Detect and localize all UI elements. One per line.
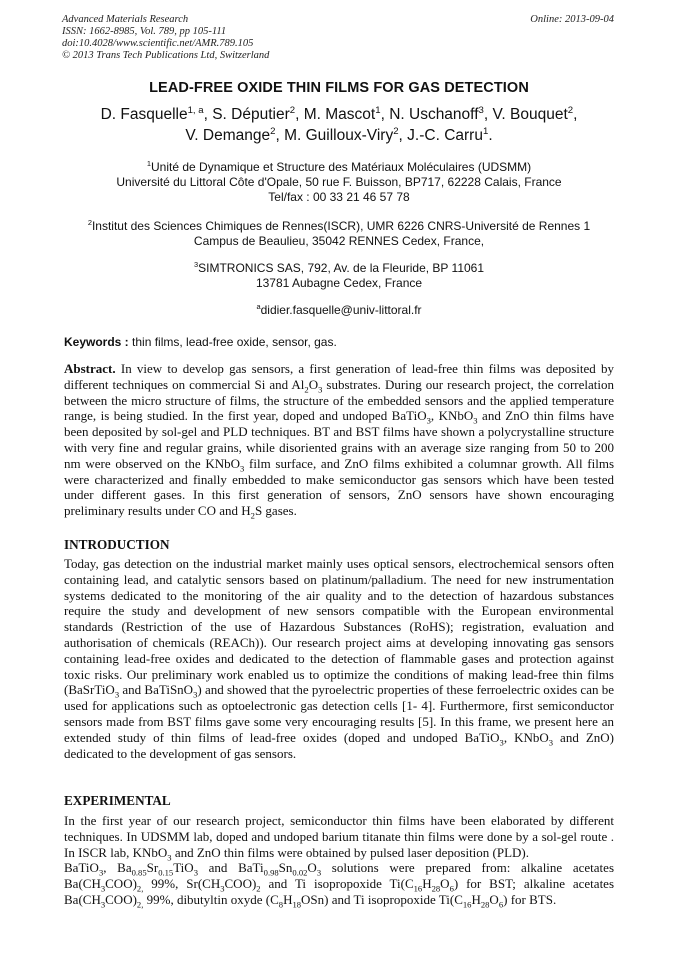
abstract: Abstract. In view to develop gas sensors, a first generation of lead-free thin films was deposited by different techniques on commercial Si and $Al_2O_3$ substrates. During our research project, the correlation between the micro structure of films, the structure of the embedded sensors and the applied temperature range, is being studied. In the first year, doped and undoped BaTiO$_3$, KNbO$_3$ and ZnO thin films have been deposited by sol-gel and PLD techniques. BT and BST films have shown a polycrystalline structure with very fine and regular grains, while disoriented grains with an average size ranging from 50 to 200 nm were observed on the KNbO$_3$ film surface, and ZnO films exhibited a columnar growth. All films were characterized and finally embedded to make semiconductor gas sensors which have been tested under different gases. In this first generation of sensors, ZnO sensors have shown encouraging preliminary results under CO and $H_2S$ gases.: [64, 361, 615, 521]
section-heading-experimental: EXPERIMENTAL: [64, 793, 171, 808]
author: V. Demange: [185, 127, 271, 144]
affiliation-3: $^3$SIMTRONICS SAS, 792, Av. de la Fleuride, BP 11061 13781 Aubagne Cedex, France: [193, 260, 485, 290]
corresponding-email: $^a$didier.fasquelle@univ-littoral.fr: [256, 302, 422, 317]
author: V. Bouquet: [492, 106, 568, 123]
author-affil-mark: 3: [478, 104, 484, 116]
keywords: [64, 335, 337, 349]
author: N. Uschanoff: [389, 106, 479, 123]
abstract-label: Abstract.: [64, 361, 116, 376]
introduction-text: Today, gas detection on the industrial market mainly uses optical sensors, electrochemical sensors often containing lead, and catalytic sensors based on platinum/palladium. The need for new instrumentation systems dedicated to the monitoring of the air quality and to the detection of hazardous substances require the study and development of new sensors compatible with the European environmental standards (Restriction of the use of Hazardous Substances (RoHS); registration, evaluation and authorisation of chemicals (REACh)). Our research project aims at developing innovating gas sensors containing lead-free oxides and dedicated to the detection of flammable gases and protection against toxic risks. Our preliminary work enabled us to optimize the conditions of making lead-free thin films (BaSrTiO$_3$ and BaTiSnO$_3$) and showed that the pyroelectric properties of these ferroelectric oxides can be used for applications such as optoelectronic gas detection cells [1- 4]. Furthermore, first semiconductor sensors made from BST films gave some very encouraging results [5]. In this frame, we present here an extended study of thin films of lead-free oxides (doped and undoped BaTiO$_3$, KNbO$_3$ and ZnO) dedicated to the development of gas sensors.: [64, 556, 614, 761]
journal-name: Advanced Materials Research: [62, 14, 189, 25]
author: M. Mascot: [303, 106, 376, 123]
author: D. Fasquelle: [100, 106, 188, 123]
author-affil-mark: 2: [270, 125, 276, 137]
keywords-text: thin films, lead-free oxide, sensor, gas.: [132, 335, 337, 349]
author: J.-C. Carru: [407, 127, 483, 144]
journal-issn: ISSN: 1662-8985, Vol. 789, pp 105-111: [62, 26, 227, 37]
paper-title: LEAD-FREE OXIDE THIN FILMS FOR GAS DETECTION: [149, 80, 529, 96]
journal-copyright: © 2013 Trans Tech Publications Ltd, Switzerland: [62, 50, 270, 61]
author-affil-mark: 2: [567, 104, 574, 116]
keywords-label: Keywords :: [64, 335, 129, 349]
author: S. Députier: [212, 106, 290, 123]
author-list: D. Fasquelle$^{1, a}$, S. Députier$^2$, M. Mascot$^1$, N. Uschanoff$^3$, V. Bouquet$^2$, V. Demange$^2$, M. Guilloux-Viry$^2$, J.-C. Carru$^1$.: [100, 104, 578, 144]
author-affil-mark: 1: [375, 104, 381, 116]
section-heading-introduction: INTRODUCTION: [64, 537, 170, 552]
affiliation-1: $^1$Unité de Dynamique et Structure des Matériaux Moléculaires (UDSMM) Université du Littoral Côte d'Opale, 50 rue F. Buisson, BP717, 62228 Calais, France Tel/fax : 00 33 21 46 57 78: [116, 159, 562, 204]
experimental-text: In the first year of our research project, semiconductor thin films have been elaborated by different techniques. In UDSMM lab, doped and undoped barium titanate thin films were done by a sol-gel route . In ISCR lab, KNbO$_3$ and ZnO thin films were obtained by pulsed laser deposition (PLD). BaTiO$_3$, $Ba_{0.85}Sr_{0.15}TiO_3$ and $BaTi_{0.98}Sn_{0.02}O_3$ solutions were prepared from: alkaline acetates $Ba(CH_3COO)_{2,}$ 99%, $Sr(CH_3COO)_2$ and Ti isopropoxide $Ti(C_{16}H_{28}O_6)$ for BST; alkaline acetates $Ba(CH_3COO)_{2,}$ 99%, dibutyltin oxyde $(C_8H_{18}OSn)$ and Ti isopropoxide $Ti(C_{16}H_{28}O_6)$ for BTS.: [64, 813, 615, 910]
affiliation-2: $^2$Institut des Sciences Chimiques de Rennes(ISCR), UMR 6226 CNRS-Université de Rennes 1 Campus de Beaulieu, 35042 RENNES Cedex, France,: [87, 218, 591, 248]
author-affil-mark: 2: [393, 125, 399, 137]
journal-header: [62, 14, 269, 62]
author: M. Guilloux-Viry: [284, 127, 394, 144]
email-link[interactable]: didier.fasquelle@univ-littoral.fr: [260, 303, 422, 317]
online-date: Online: 2013-09-04: [530, 14, 614, 25]
author-affil-mark: 2: [289, 104, 296, 116]
author-affil-mark: 1: [482, 125, 489, 137]
author-affil-mark: 1, a: [187, 104, 204, 116]
journal-doi[interactable]: doi:10.4028/www.scientific.net/AMR.789.105: [62, 38, 254, 49]
